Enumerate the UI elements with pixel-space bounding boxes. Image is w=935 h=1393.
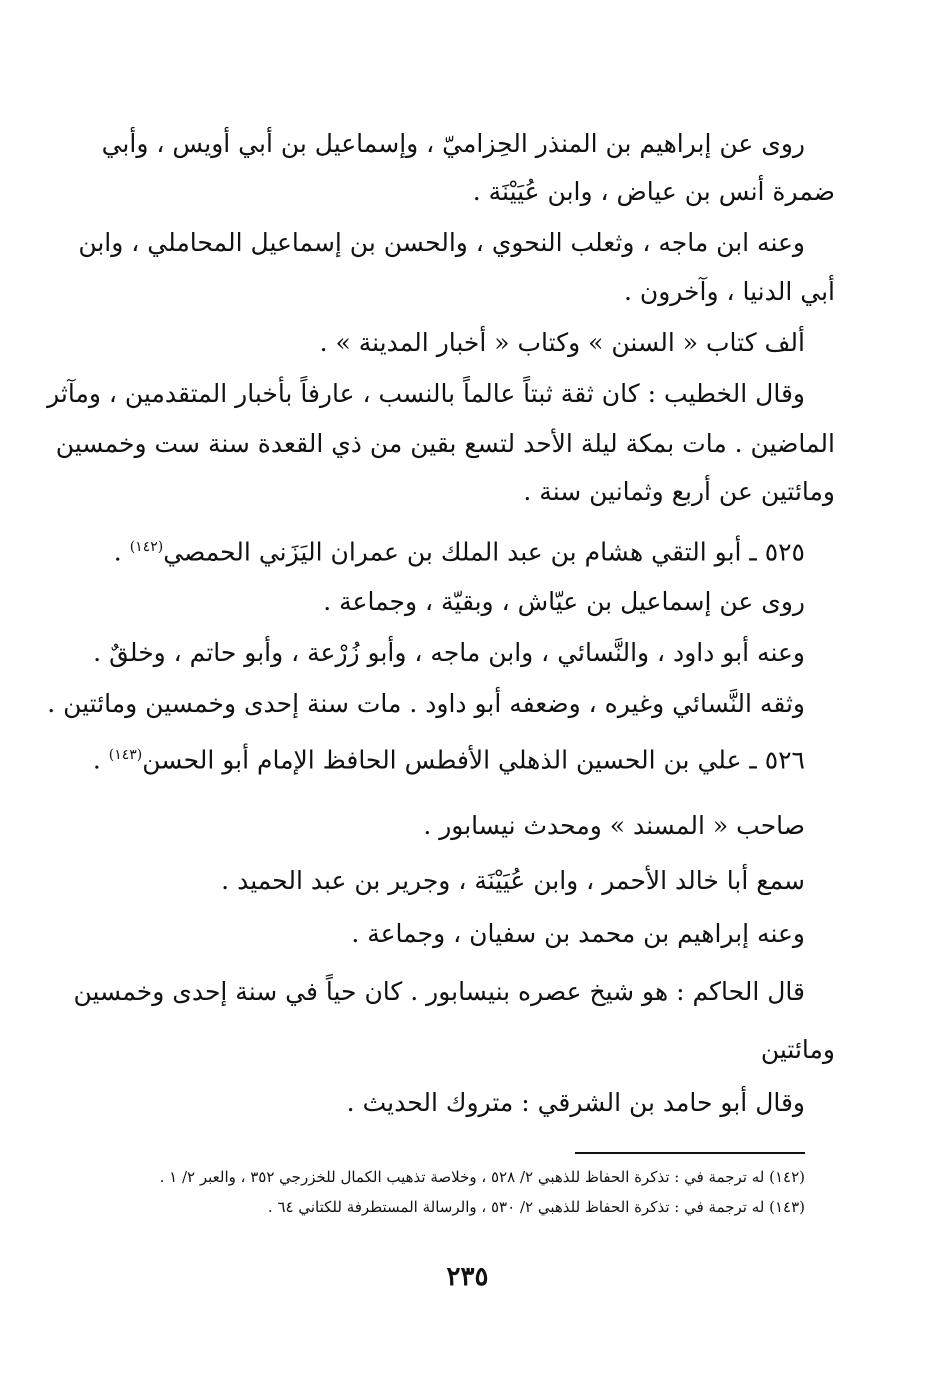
text-line: وعنه ابن ماجه ، وثعلب النحوي ، والحسن بن إسماعيل المحاملي ، وابن — [78, 228, 805, 257]
footnote-ref-142: (١٤٢) — [129, 539, 164, 555]
text-line: ألف كتاب « السنن » وكتاب « أخبار المدينة » . — [319, 328, 805, 357]
text-line: ومائتين عن أربع وثمانين سنة . — [523, 477, 835, 506]
text-line: الماضين . مات بمكة ليلة الأحد لتسع بقين من ذي القعدة سنة ست وخمسين — [55, 429, 835, 458]
footnote-divider — [575, 1152, 805, 1154]
text-line: ومائتين — [760, 1035, 835, 1064]
text-line: ضمرة أنس بن عياض ، وابن عُيَيْنَة . — [472, 177, 835, 206]
text-line: روى عن إبراهيم بن المنذر الحِزاميّ ، وإسماعيل بن أبي أويس ، وأبي — [101, 129, 805, 158]
text-line: وقال الخطيب : كان ثقة ثبتاً عالماً بالنسب ، عارفاً بأخبار المتقدمين ، ومآثر — [47, 379, 805, 408]
text-line: أبي الدنيا ، وآخرون . — [623, 277, 835, 306]
text-line: وثقه النَّسائي وغيره ، وضعفه أبو داود . مات سنة إحدى وخمسين ومائتين . — [47, 689, 805, 718]
footnote-143: (١٤٣) له ترجمة في : تذكرة الحفاظ للذهبي ٢/ ٥٣٠ ، والرسالة المستطرفة للكتاني ٦٤ . — [267, 1198, 805, 1216]
footnote-142: (١٤٢) له ترجمة في : تذكرة الحفاظ للذهبي ٢/ ٥٢٨ ، وخلاصة تذهيب الكمال للخزرجي ٣٥٢ ، والعبر ٢/ ١ . — [159, 1168, 805, 1186]
text-line: سمع أبا خالد الأحمر ، وابن عُيَيْنَة ، وجرير بن عبد الحميد . — [221, 866, 805, 895]
entry-heading-526: ٥٢٦ ـ علي بن الحسين الذهلي الأفطس الحافظ الإمام أبو الحسن$^{(١٤٣)}$ . — [92, 745, 805, 775]
footnote-ref-143: (١٤٣) — [108, 747, 143, 763]
entry-heading-525: ٥٢٥ ـ أبو التقي هشام بن عبد الملك بن عمران اليَزَني الحمصي$^{(١٤٢)}$ . — [113, 537, 805, 567]
text-line: وعنه أبو داود ، والنَّسائي ، وابن ماجه ، وأبو زُرْعة ، وأبو حاتم ، وخلقٌ . — [93, 638, 805, 667]
text-line: وعنه إبراهيم بن محمد بن سفيان ، وجماعة . — [351, 919, 805, 948]
text-line: صاحب « المسند » ومحدث نيسابور . — [423, 811, 805, 840]
text-line: قال الحاكم : هو شيخ عصره بنيسابور . كان حياً في سنة إحدى وخمسين — [73, 977, 805, 1006]
text-line: روى عن إسماعيل بن عيّاش ، وبقيّة ، وجماعة . — [323, 587, 805, 616]
text-line: وقال أبو حامد بن الشرقي : متروك الحديث . — [346, 1088, 805, 1117]
page-number: ٢٣٥ — [446, 1262, 489, 1292]
